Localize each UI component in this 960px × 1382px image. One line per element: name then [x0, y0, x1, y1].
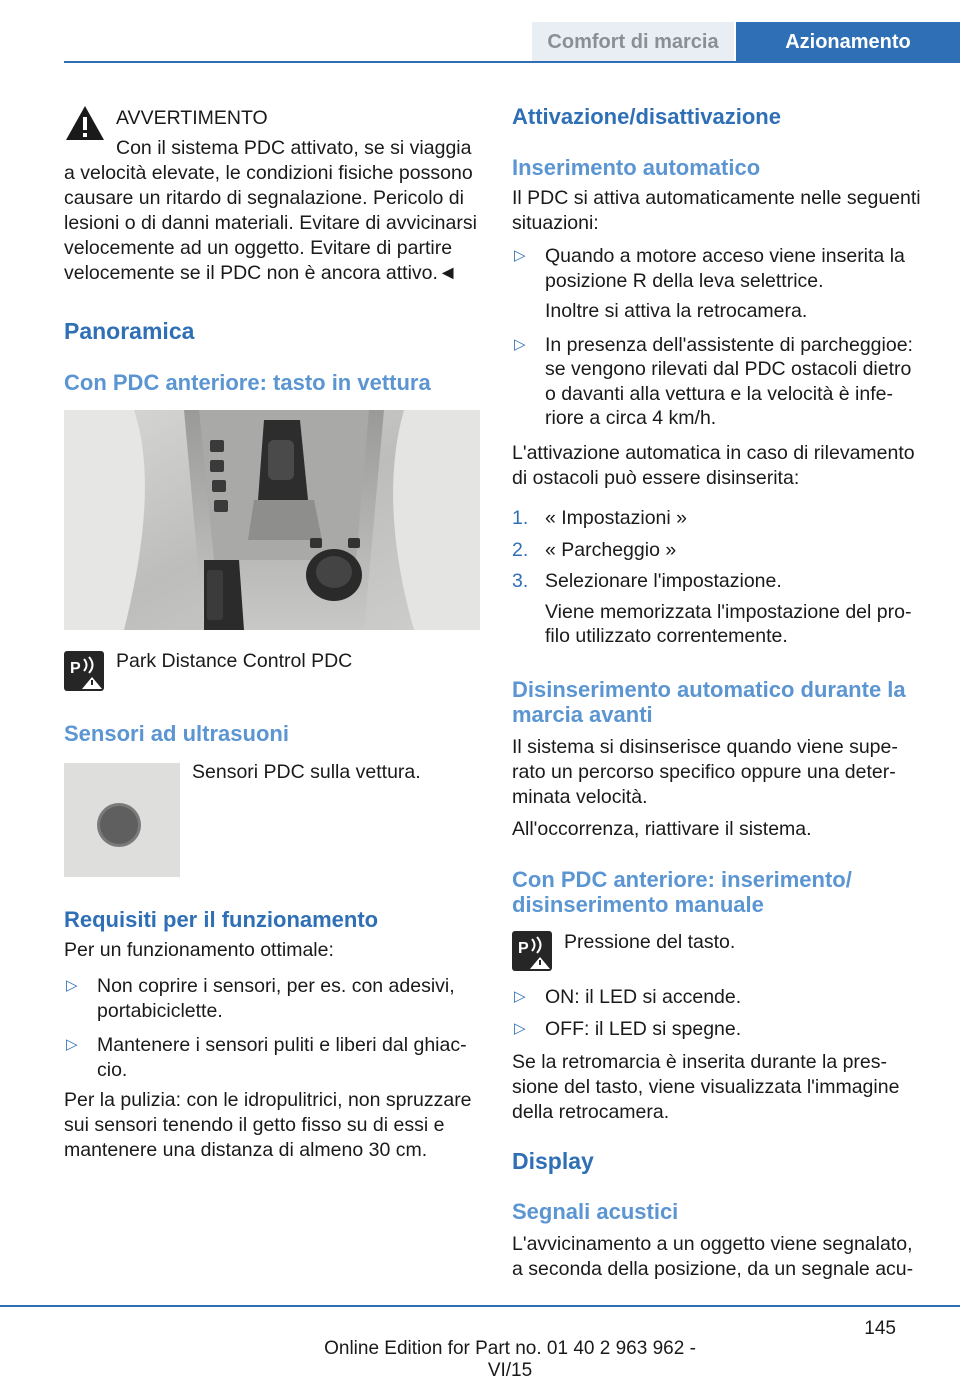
bullet-arrow-icon: ▷: [66, 1036, 78, 1053]
heading-disinserimento: Disinserimento automatico durante la: [512, 677, 906, 702]
bullet-text: Quando a motore acceso viene inserita la: [545, 245, 905, 267]
pdc-button-icon: [512, 931, 552, 971]
step-number: 2.: [512, 538, 529, 561]
heading-manuale: Con PDC anteriore: inserimento/: [512, 867, 852, 892]
warning-line: lesioni o di danni materiali. Evitare di avvicinarsi: [64, 212, 477, 234]
retromarcia-line: della retrocamera.: [512, 1101, 670, 1123]
inserimento-line: situazioni:: [512, 212, 599, 234]
heading-attivazione: Attivazione/disattivazione: [512, 104, 781, 129]
list-item: [512, 333, 930, 431]
pulizia-line: sui sensori tenendo il getto fisso su di essi e: [64, 1114, 445, 1136]
header-tab-comfort[interactable]: Comfort di marcia: [532, 22, 734, 62]
requisiti-intro: Per un funzionamento ottimale:: [64, 939, 334, 961]
pressione-text: Pressione del tasto.: [564, 931, 736, 953]
bullet-extra: Inoltre si attiva la retrocamera.: [545, 300, 808, 322]
page-number: 145: [864, 1318, 896, 1339]
bullet-arrow-icon: ▷: [514, 1019, 526, 1037]
step-number: 1.: [512, 507, 529, 529]
heading-requisiti: Requisiti per il funzionamento: [64, 907, 379, 932]
step-item: [512, 569, 930, 649]
bullet-text: o davanti alla vettura e la velocità è infe-: [545, 382, 893, 405]
warning-line: causare un ritardo di segnalazione. Pericolo di: [64, 187, 464, 209]
step-extra: filo utilizzato correntemente.: [545, 625, 788, 647]
footer-rule: [0, 1305, 960, 1307]
heading-panoramica: Panoramica: [64, 318, 195, 344]
bullet-text: Non coprire i sensori, per es. con adesivi,: [97, 975, 455, 997]
retromarcia-line: sione del tasto, viene visualizzata l'immagine: [512, 1076, 900, 1098]
pulizia-line: Per la pulizia: con le idropulitrici, non spruzzare: [64, 1089, 472, 1111]
step-text: « Impostazioni »: [545, 507, 687, 529]
bullet-text: In presenza dell'assistente di parcheggioe:: [545, 333, 913, 356]
step-item: [512, 538, 930, 563]
car-console-image: [64, 410, 480, 630]
bullet-text: posizione R della leva selettrice.: [545, 269, 824, 292]
pdc-button-icon: [64, 651, 104, 691]
svg-text:P: P: [70, 660, 81, 677]
riattivare-text: All'occorrenza, riattivare il sistema.: [512, 818, 812, 840]
step-extra: Viene memorizzata l'impostazione del pro-: [545, 600, 912, 623]
bullet-text: Mantenere i sensori puliti e liberi dal ghiac-: [97, 1034, 467, 1056]
steps-list: [512, 506, 930, 649]
bullet-arrow-icon: ▷: [514, 988, 526, 1005]
warning-line: velocemente ad un oggetto. Evitare di partire: [64, 237, 453, 259]
heading-manuale-cont: disinserimento manuale: [512, 892, 764, 917]
bullet-text: se vengono rilevati dal PDC ostacoli dietro: [545, 358, 912, 380]
step-text: « Parcheggio »: [545, 538, 677, 561]
inserimento-line: Il PDC si attiva automaticamente nelle seguenti: [512, 187, 921, 209]
header-tab-azionamento[interactable]: Azionamento: [736, 22, 960, 62]
step-number: 3.: [512, 570, 529, 592]
warning-title: AVVERTIMENTO: [116, 107, 268, 129]
warning-icon: [64, 104, 106, 142]
ultrasonic-sensor-image: [64, 763, 180, 877]
step-item: [512, 506, 930, 531]
warning-line: a velocità elevate, le condizioni fisiche possono: [64, 162, 473, 184]
warning-line: velocemente se il PDC non è ancora attivo.◄: [64, 262, 458, 284]
disinserimento-line: minata velocità.: [512, 786, 648, 808]
disinserimento-line: rato un percorso specifico oppure una deter-: [512, 761, 896, 783]
bullet-arrow-icon: ▷: [66, 977, 78, 994]
list-item: [512, 244, 930, 324]
heading-sensori: Sensori ad ultrasuoni: [64, 721, 289, 746]
bullet-text: cio.: [97, 1058, 128, 1081]
heading-disinserimento-cont: marcia avanti: [512, 702, 653, 727]
pulizia-line: mantenere una distanza di almeno 30 cm.: [64, 1139, 428, 1161]
heading-inserimento: Inserimento automatico: [512, 155, 761, 180]
disinserimento-line: Il sistema si disinserisce quando viene supe-: [512, 736, 898, 758]
bullet-text: OFF: il LED si spegne.: [545, 1017, 742, 1040]
list-item: [64, 974, 482, 1023]
attivazione-line: di ostacoli può essere disinserita:: [512, 467, 800, 489]
bullet-text: ON: il LED si accende.: [545, 986, 742, 1008]
sensori-caption: Sensori PDC sulla vettura.: [192, 761, 421, 783]
bullet-text: portabiciclette.: [97, 999, 223, 1022]
bullet-arrow-icon: ▷: [514, 247, 526, 264]
retromarcia-line: Se la retromarcia è inserita durante la pres-: [512, 1051, 888, 1073]
svg-text:P: P: [518, 940, 529, 957]
step-text: Selezionare l'impostazione.: [545, 570, 782, 592]
heading-segnali: Segnali acustici: [512, 1199, 679, 1224]
heading-con-pdc-tasto: Con PDC anteriore: tasto in vettura: [64, 370, 431, 395]
warning-line: Con il sistema PDC attivato, se si viaggia: [116, 137, 472, 159]
requisiti-bullet-list: [64, 974, 482, 1082]
segnali-line: a seconda della posizione, da un segnale acu-: [512, 1258, 914, 1280]
header-rule: [64, 61, 960, 63]
segnali-line: L'avvicinamento a un oggetto viene segnalato,: [512, 1233, 913, 1255]
pdc-button-caption: Park Distance Control PDC: [116, 650, 353, 672]
bullet-arrow-icon: ▷: [514, 335, 526, 353]
bullet-text: riore a circa 4 km/h.: [545, 407, 717, 429]
on-off-list: [512, 985, 930, 1041]
list-item: [64, 1033, 482, 1082]
footer-edition: Online Edition for Part no. 01 40 2 963 962 - VI/15: [324, 1338, 696, 1381]
heading-display: Display: [512, 1148, 594, 1174]
attivazione-line: L'attivazione automatica in caso di rilevamento: [512, 442, 915, 464]
inserimento-bullet-list: [512, 244, 930, 431]
list-item: [512, 1017, 930, 1042]
list-item: [512, 985, 930, 1010]
